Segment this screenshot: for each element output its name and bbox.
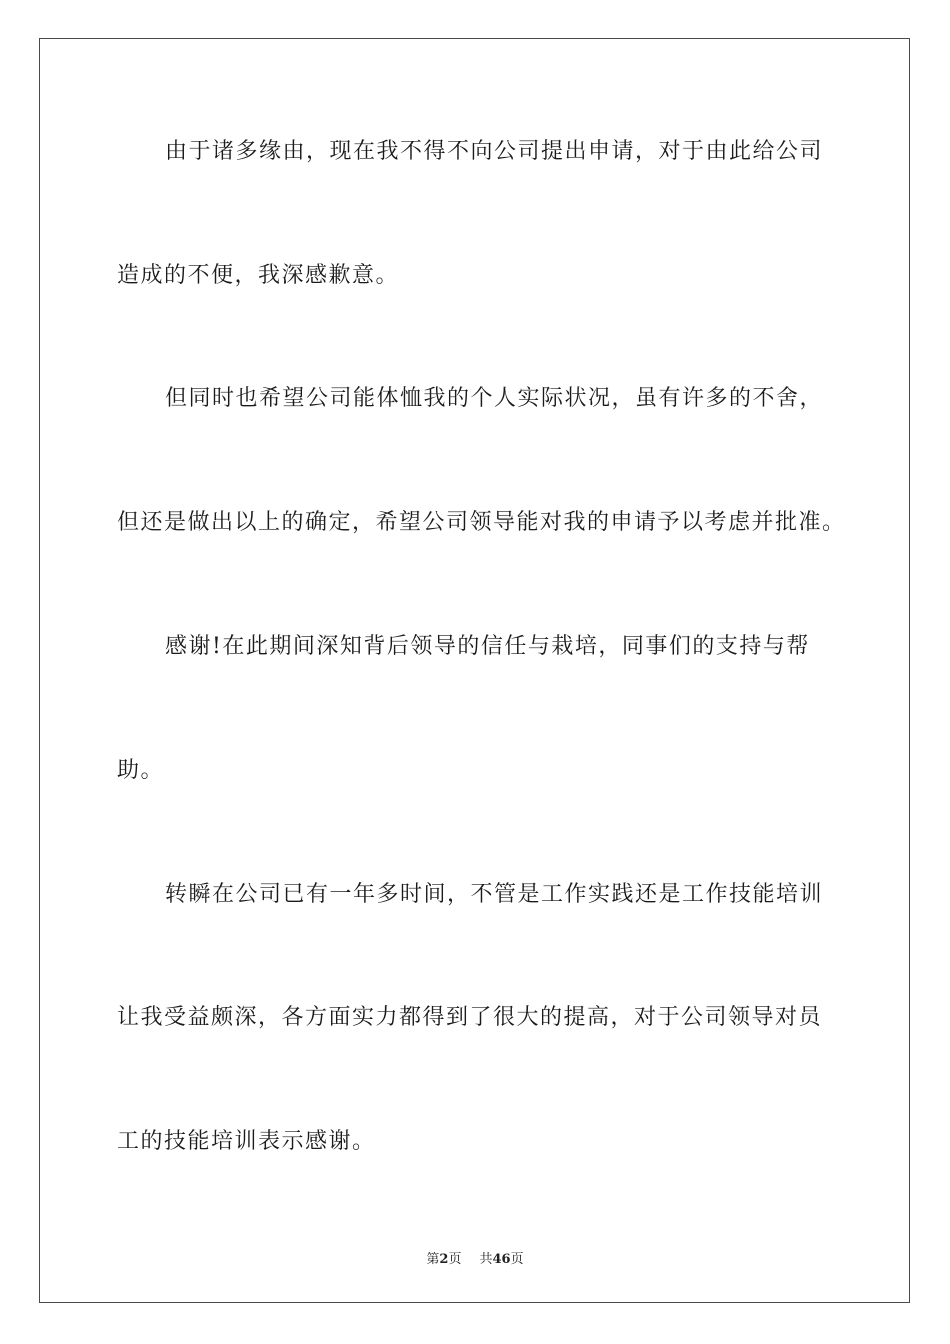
paragraph-1-line-2: 造成的不便，我深感歉意。 <box>117 263 400 288</box>
paragraph-2-line-1: 但同时也希望公司能体恤我的个人实际状况，虽有许多的不舍， <box>165 386 824 411</box>
paragraph-1-line-1: 由于诸多缘由，现在我不得不向公司提出申请，对于由此给公司 <box>165 139 824 164</box>
paragraph-4-line-1: 转瞬在公司已有一年多时间，不管是工作实践还是工作技能培训 <box>165 882 824 907</box>
paragraph-2-line-2: 但还是做出以上的确定，希望公司领导能对我的申请予以考虑并批准。 <box>117 510 846 535</box>
page-prefix: 第 <box>426 1252 440 1267</box>
page-number: 2 <box>439 1252 449 1267</box>
page-border <box>39 38 910 1303</box>
page-suffix: 页 <box>448 1252 462 1267</box>
paragraph-3-line-2: 助。 <box>117 758 165 783</box>
paragraph-3-line-1: 感谢!在此期间深知背后领导的信任与栽培，同事们的支持与帮 <box>165 634 810 659</box>
total-suffix: 页 <box>510 1252 524 1267</box>
paragraph-4-line-2: 让我受益颇深，各方面实力都得到了很大的提高，对于公司领导对员 <box>117 1005 823 1030</box>
page-footer <box>0 1248 950 1267</box>
total-prefix: 共 <box>479 1252 493 1267</box>
total-pages: 46 <box>492 1252 511 1267</box>
paragraph-4-line-3: 工的技能培训表示感谢。 <box>117 1129 376 1154</box>
